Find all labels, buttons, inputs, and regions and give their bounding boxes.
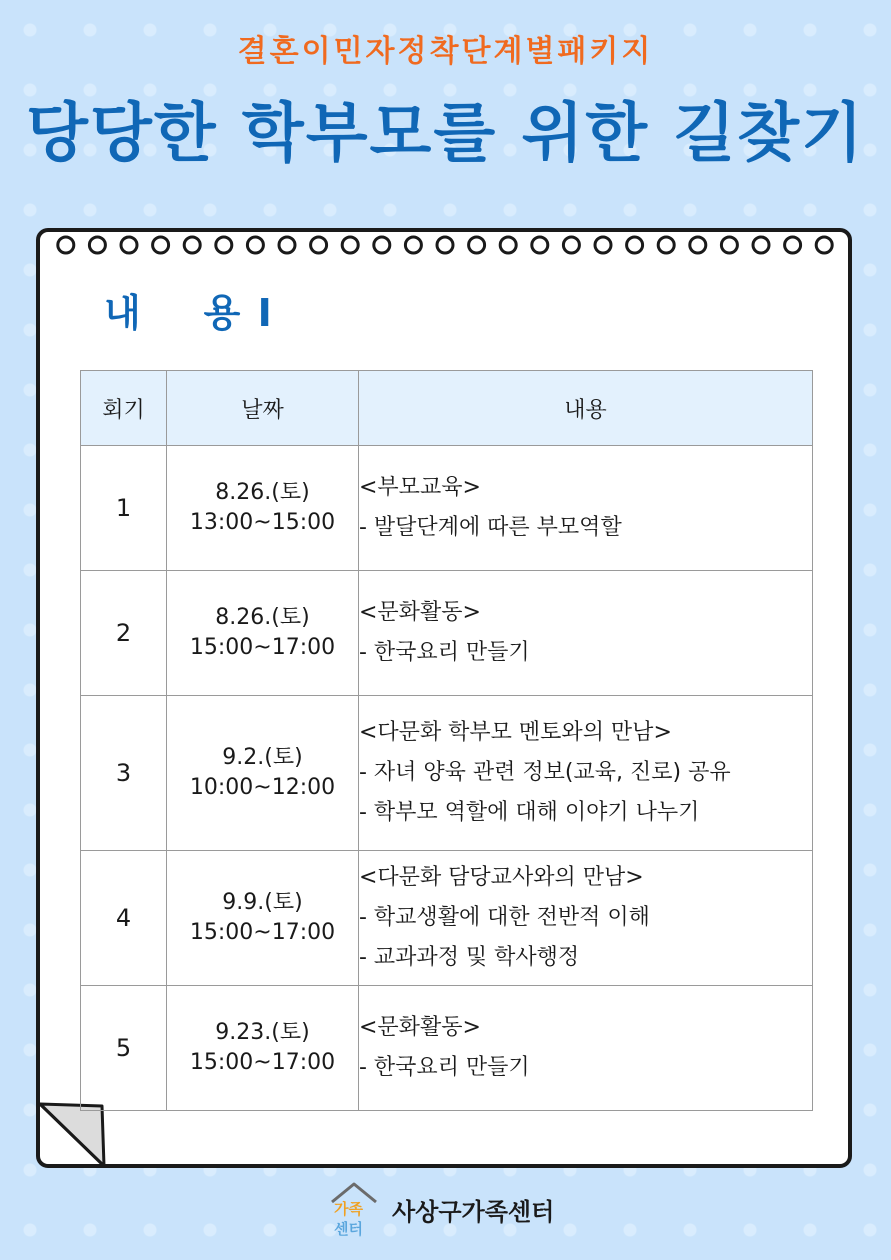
table-row — [81, 696, 813, 851]
column-header-date: 날짜 — [167, 371, 359, 446]
binder-ring — [753, 237, 769, 253]
binder-ring — [816, 237, 832, 253]
logo-mark-top-text: 가족 — [334, 1200, 363, 1218]
binder-ring — [247, 237, 263, 253]
content-line: - 학부모 역할에 대해 이야기 나누기 — [359, 800, 700, 825]
content-line: - 한국요리 만들기 — [359, 1055, 530, 1080]
subtitle: 결혼이민자정착단계별패키지 — [237, 34, 654, 69]
binder-ring — [595, 237, 611, 253]
date-cell — [167, 571, 359, 696]
table-row — [81, 851, 813, 986]
content-line: - 한국요리 만들기 — [359, 640, 530, 665]
family-center-logo-icon — [326, 1180, 382, 1238]
binder-ring — [721, 237, 737, 253]
table-row — [81, 571, 813, 696]
column-header-content: 내용 — [359, 371, 813, 446]
binder-ring — [785, 237, 801, 253]
binder-ring — [437, 237, 453, 253]
content-cell — [359, 696, 813, 851]
schedule-table — [80, 370, 813, 1111]
time-text: 15:00~17:00 — [189, 920, 336, 945]
content-line: <다문화 담당교사와의 만남> — [359, 865, 644, 890]
round-cell: 3 — [81, 696, 167, 851]
date-text: 8.26.(토) — [215, 480, 310, 505]
round-cell: 1 — [81, 446, 167, 571]
content-line: <문화활동> — [359, 1015, 481, 1040]
binder-ring — [658, 237, 674, 253]
time-text: 15:00~17:00 — [189, 635, 336, 660]
content-line: <다문화 학부모 멘토와의 만남> — [359, 720, 672, 745]
footer-logo — [326, 1180, 626, 1240]
date-text: 8.26.(토) — [215, 605, 310, 630]
date-text: 9.23.(토) — [215, 1020, 310, 1045]
section-heading: 내 용 I — [104, 291, 274, 335]
content-line: <문화활동> — [359, 600, 481, 625]
content-line: - 학교생활에 대한 전반적 이해 — [359, 905, 650, 930]
binder-ring — [500, 237, 516, 253]
content-line: - 발달단계에 따른 부모역할 — [359, 515, 622, 540]
date-cell — [167, 851, 359, 986]
binder-ring — [469, 237, 485, 253]
content-cell — [359, 986, 813, 1111]
round-cell: 2 — [81, 571, 167, 696]
table-header-row — [81, 371, 813, 446]
time-text: 10:00~12:00 — [189, 775, 336, 800]
binder-ring — [342, 237, 358, 253]
binder-ring — [374, 237, 390, 253]
content-line: - 자녀 양육 관련 정보(교육, 진로) 공유 — [359, 760, 731, 785]
content-line: - 교과과정 및 학사행정 — [359, 945, 580, 970]
round-cell: 5 — [81, 986, 167, 1111]
binder-ring — [690, 237, 706, 253]
logo-text: 사상구가족센터 — [392, 1198, 555, 1226]
content-cell — [359, 571, 813, 696]
time-text: 13:00~15:00 — [189, 510, 336, 535]
date-cell — [167, 446, 359, 571]
page-title: 당당한 학부모를 위한 길찾기 — [26, 97, 865, 171]
binder-ring — [532, 237, 548, 253]
binder-ring — [311, 237, 327, 253]
time-text: 15:00~17:00 — [189, 1050, 336, 1075]
date-cell — [167, 986, 359, 1111]
binder-ring — [153, 237, 169, 253]
binder-ring — [627, 237, 643, 253]
date-text: 9.9.(토) — [222, 890, 303, 915]
binder-ring — [405, 237, 421, 253]
binder-ring — [89, 237, 105, 253]
binder-ring — [216, 237, 232, 253]
column-header-round: 회기 — [81, 371, 167, 446]
date-cell — [167, 696, 359, 851]
content-line: <부모교육> — [359, 475, 481, 500]
binder-ring — [279, 237, 295, 253]
binder-ring — [563, 237, 579, 253]
binder-ring — [184, 237, 200, 253]
table-row — [81, 986, 813, 1111]
binder-rings — [50, 233, 840, 257]
date-text: 9.2.(토) — [222, 745, 303, 770]
table-row — [81, 446, 813, 571]
logo-mark-bottom-text: 센터 — [334, 1220, 363, 1238]
content-cell — [359, 851, 813, 986]
content-cell — [359, 446, 813, 571]
round-cell: 4 — [81, 851, 167, 986]
binder-ring — [121, 237, 137, 253]
binder-ring — [58, 237, 74, 253]
